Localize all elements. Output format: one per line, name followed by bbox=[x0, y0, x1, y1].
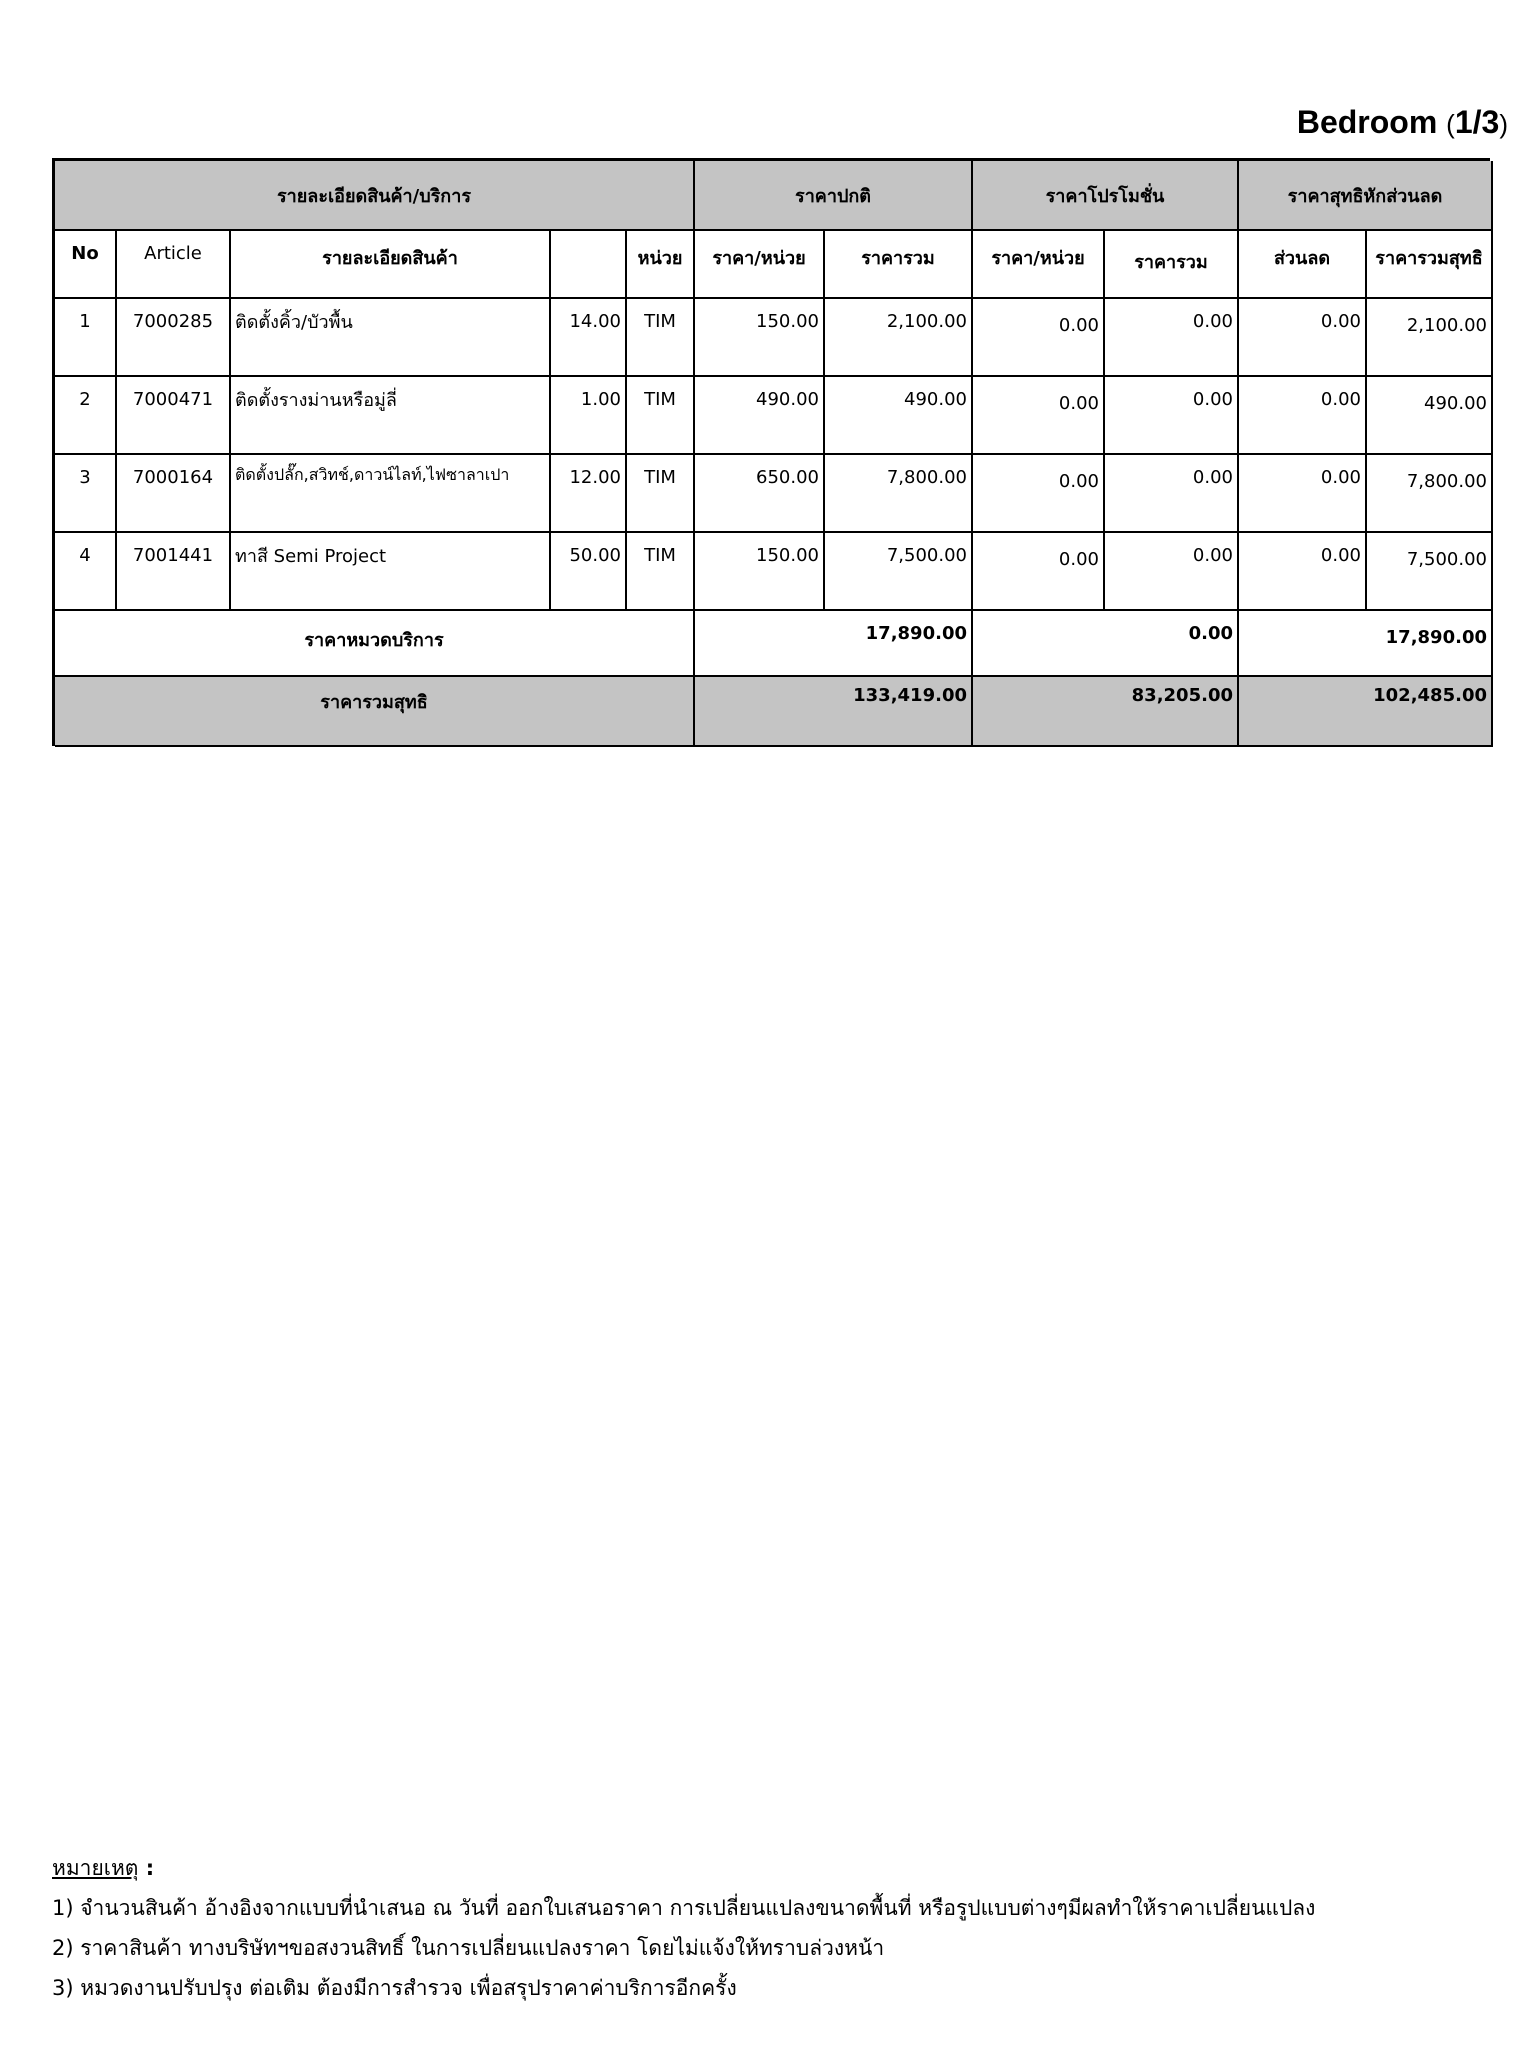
grand-total-promo: 83,205.00 bbox=[973, 677, 1239, 747]
group-header-details: รายละเอียดสินค้า/บริการ bbox=[55, 161, 695, 231]
cell-normal-total: 490.00 bbox=[825, 377, 973, 455]
cell-promo-total: 0.00 bbox=[1105, 377, 1239, 455]
cell-quantity: 14.00 bbox=[551, 299, 627, 377]
column-header-promo-unit-price: ราคา/หน่วย bbox=[973, 231, 1105, 299]
grand-total-net: 102,485.00 bbox=[1239, 677, 1493, 747]
column-header-promo-total: ราคารวม bbox=[1105, 231, 1239, 299]
cell-no: 2 bbox=[55, 377, 117, 455]
cell-description: ติดตั้งรางม่านหรือมู่ลี่ bbox=[231, 377, 551, 455]
cell-discount: 0.00 bbox=[1239, 533, 1367, 611]
notes-heading-colon: : bbox=[138, 1856, 155, 1880]
group-header-normal-price: ราคาปกติ bbox=[695, 161, 973, 231]
column-header-no: No bbox=[55, 231, 117, 299]
cell-article: 7000285 bbox=[117, 299, 231, 377]
cell-no: 4 bbox=[55, 533, 117, 611]
column-header-discount: ส่วนลด bbox=[1239, 231, 1367, 299]
cell-net-total: 2,100.00 bbox=[1367, 299, 1493, 377]
note-item: 2) ราคาสินค้า ทางบริษัทฯขอสงวนสิทธิ์ ในการเปลี่ยนแปลงราคา โดยไม่แจ้งให้ทราบล่วงหน้า bbox=[52, 1936, 885, 1960]
category-total-normal: 17,890.00 bbox=[695, 611, 973, 677]
category-total-promo: 0.00 bbox=[973, 611, 1239, 677]
cell-promo-unit-price: 0.00 bbox=[973, 299, 1105, 377]
cell-discount: 0.00 bbox=[1239, 299, 1367, 377]
cell-article: 7000164 bbox=[117, 455, 231, 533]
cell-net-total: 490.00 bbox=[1367, 377, 1493, 455]
note-item: 1) จำนวนสินค้า อ้างอิงจากแบบที่นำเสนอ ณ วันที่ ออกใบเสนอราคา การเปลี่ยนแปลงขนาดพื้นที่ หรือรูปแบบต่างๆมีผลทำให้ราคาเปลี่ยนแปลง bbox=[52, 1896, 1316, 1920]
cell-promo-unit-price: 0.00 bbox=[973, 455, 1105, 533]
cell-description: ติดตั้งปลั๊ก,สวิทช์,ดาวน์ไลท์,ไฟซาลาเปา bbox=[231, 455, 551, 533]
cell-article: 7001441 bbox=[117, 533, 231, 611]
title-main: Bedroom bbox=[1296, 104, 1438, 140]
column-header-quantity bbox=[551, 231, 627, 299]
cell-no: 3 bbox=[55, 455, 117, 533]
title-paren-close: ) bbox=[1499, 109, 1508, 139]
cell-article: 7000471 bbox=[117, 377, 231, 455]
cell-net-total: 7,800.00 bbox=[1367, 455, 1493, 533]
cell-quantity: 50.00 bbox=[551, 533, 627, 611]
cell-normal-total: 7,800.00 bbox=[825, 455, 973, 533]
column-header-unit: หน่วย bbox=[627, 231, 695, 299]
column-header-normal-unit-price: ราคา/หน่วย bbox=[695, 231, 825, 299]
cell-quantity: 12.00 bbox=[551, 455, 627, 533]
group-header-net-price: ราคาสุทธิหักส่วนลด bbox=[1239, 161, 1493, 231]
category-total-net: 17,890.00 bbox=[1239, 611, 1493, 677]
cell-discount: 0.00 bbox=[1239, 455, 1367, 533]
title-paren-open: ( bbox=[1446, 109, 1455, 139]
notes-heading: หมายเหตุ bbox=[52, 1856, 139, 1880]
group-header-promo-price: ราคาโปรโมชั่น bbox=[973, 161, 1239, 231]
note-item: 3) หมวดงานปรับปรุง ต่อเติม ต้องมีการสำรวจ เพื่อสรุปราคาค่าบริการอีกครั้ง bbox=[52, 1976, 737, 2000]
cell-description: ทาสี Semi Project bbox=[231, 533, 551, 611]
cell-normal-unit-price: 490.00 bbox=[695, 377, 825, 455]
grand-total-label: ราคารวมสุทธิ bbox=[55, 677, 695, 747]
cell-unit: TIM bbox=[627, 299, 695, 377]
cell-net-total: 7,500.00 bbox=[1367, 533, 1493, 611]
cell-normal-total: 2,100.00 bbox=[825, 299, 973, 377]
category-total-label: ราคาหมวดบริการ bbox=[55, 611, 695, 677]
cell-normal-unit-price: 150.00 bbox=[695, 299, 825, 377]
cell-promo-total: 0.00 bbox=[1105, 533, 1239, 611]
quotation-table bbox=[52, 158, 1490, 746]
cell-quantity: 1.00 bbox=[551, 377, 627, 455]
cell-unit: TIM bbox=[627, 377, 695, 455]
column-header-normal-total: ราคารวม bbox=[825, 231, 973, 299]
column-header-article: Article bbox=[117, 231, 231, 299]
cell-normal-unit-price: 650.00 bbox=[695, 455, 825, 533]
cell-promo-unit-price: 0.00 bbox=[973, 377, 1105, 455]
notes-heading-line bbox=[52, 1848, 1315, 1888]
column-header-net-total: ราคารวมสุทธิ bbox=[1367, 231, 1493, 299]
cell-description: ติดตั้งคิ้ว/บัวพื้น bbox=[231, 299, 551, 377]
cell-promo-unit-price: 0.00 bbox=[973, 533, 1105, 611]
cell-promo-total: 0.00 bbox=[1105, 455, 1239, 533]
title-page-number: 1/3 bbox=[1454, 104, 1500, 140]
cell-unit: TIM bbox=[627, 455, 695, 533]
notes-section bbox=[52, 1848, 1315, 2008]
cell-normal-total: 7,500.00 bbox=[825, 533, 973, 611]
cell-no: 1 bbox=[55, 299, 117, 377]
grand-total-normal: 133,419.00 bbox=[695, 677, 973, 747]
page-title bbox=[1297, 104, 1508, 141]
cell-unit: TIM bbox=[627, 533, 695, 611]
cell-discount: 0.00 bbox=[1239, 377, 1367, 455]
column-header-description: รายละเอียดสินค้า bbox=[231, 231, 551, 299]
cell-promo-total: 0.00 bbox=[1105, 299, 1239, 377]
cell-normal-unit-price: 150.00 bbox=[695, 533, 825, 611]
